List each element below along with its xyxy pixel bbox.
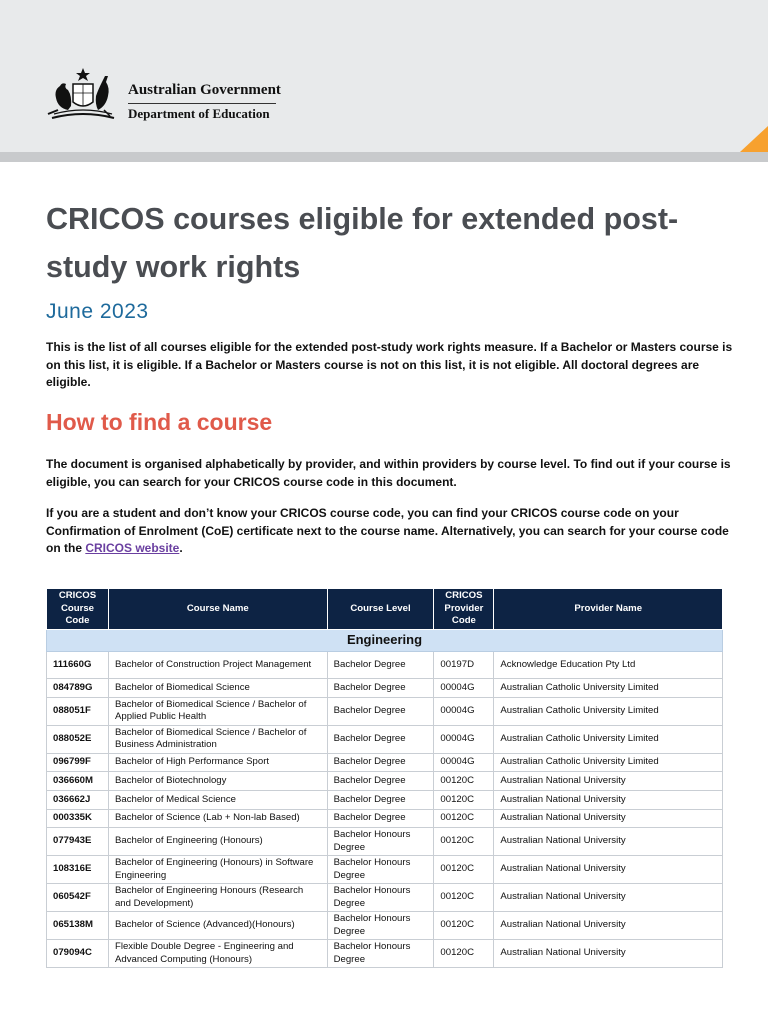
course-level: Bachelor Degree: [327, 790, 434, 809]
course-name: Bachelor of Engineering Honours (Research and Development): [108, 884, 327, 912]
page-header: [0, 0, 768, 152]
course-level: Bachelor Honours Degree: [327, 884, 434, 912]
courses-table: [46, 588, 723, 968]
government-name: Australian Government: [128, 82, 281, 98]
table-row: [47, 725, 723, 753]
course-name: Bachelor of Engineering (Honours) in Software Engineering: [108, 856, 327, 884]
group-row-engineering: [47, 630, 723, 652]
course-level: Bachelor Degree: [327, 725, 434, 753]
intro-paragraph: This is the list of all courses eligible for the extended post-study work rights measure. If a Bachelor or Masters course is on this list, it is eligible. If a Bachelor or Masters course is not on this list, it is not eligible. All doctoral degrees are eligible.: [46, 340, 733, 389]
course-code: 111660G: [47, 652, 109, 679]
provider-code: 00004G: [434, 679, 494, 698]
header-accent-corner: [740, 126, 768, 152]
document-date: June 2023: [46, 300, 149, 323]
page-title: CRICOS courses eligible for extended post-study work rights: [46, 202, 679, 284]
provider-name: Australian National University: [494, 884, 723, 912]
provider-name: Australian National University: [494, 772, 723, 791]
provider-code: 00120C: [434, 884, 494, 912]
provider-code: 00004G: [434, 725, 494, 753]
logo-divider: [128, 103, 276, 104]
header-course-level: Course Level: [327, 589, 434, 630]
course-level: Bachelor Degree: [327, 809, 434, 828]
provider-name: Australian National University: [494, 828, 723, 856]
course-name: Bachelor of Science (Lab + Non-lab Based): [108, 809, 327, 828]
provider-name: Australian Catholic University Limited: [494, 753, 723, 772]
course-level: Bachelor Honours Degree: [327, 912, 434, 940]
course-code: 088052E: [47, 725, 109, 753]
course-code: 108316E: [47, 856, 109, 884]
provider-code: 00120C: [434, 809, 494, 828]
course-level: Bachelor Honours Degree: [327, 828, 434, 856]
course-name: Bachelor of Construction Project Management: [108, 652, 327, 679]
course-name: Bachelor of Biomedical Science: [108, 679, 327, 698]
provider-name: Australian Catholic University Limited: [494, 725, 723, 753]
table-row: [47, 652, 723, 679]
provider-name: Australian Catholic University Limited: [494, 697, 723, 725]
header-course-name: Course Name: [108, 589, 327, 630]
course-code: 000335K: [47, 809, 109, 828]
header-course-code: CRICOS Course Code: [47, 589, 109, 630]
table-row: [47, 809, 723, 828]
how-to-paragraph-2-text: If you are a student and don’t know your CRICOS course code, you can find your CRICOS course code on your Confirmation of Enrolment (CoE) certificate next to the course name. Alternatively, you can search for your course code on the: [46, 506, 729, 555]
table-row: [47, 912, 723, 940]
course-level: Bachelor Honours Degree: [327, 940, 434, 968]
table-row: [47, 679, 723, 698]
provider-code: 00004G: [434, 753, 494, 772]
course-level: Bachelor Degree: [327, 679, 434, 698]
table-row: [47, 940, 723, 968]
course-name: Bachelor of Engineering (Honours): [108, 828, 327, 856]
provider-name: Australian National University: [494, 790, 723, 809]
how-to-paragraph-2-end: .: [179, 541, 183, 555]
provider-name: Australian National University: [494, 856, 723, 884]
department-name: Department of Education: [128, 106, 270, 121]
table-row: [47, 753, 723, 772]
how-to-paragraph-1: The document is organised alphabetically by provider, and within providers by course level. To find out if your course is eligible, you can search for your CRICOS course code in this document.: [46, 457, 731, 489]
how-to-paragraph-2: [46, 505, 736, 558]
table-row: [47, 697, 723, 725]
header-provider-code: CRICOS Provider Code: [434, 589, 494, 630]
course-name: Bachelor of Biotechnology: [108, 772, 327, 791]
course-code: 036662J: [47, 790, 109, 809]
table-row: [47, 828, 723, 856]
course-level: Bachelor Degree: [327, 652, 434, 679]
course-code: 060542F: [47, 884, 109, 912]
provider-code: 00120C: [434, 856, 494, 884]
table-row: [47, 772, 723, 791]
provider-code: 00120C: [434, 790, 494, 809]
course-name: Bachelor of Biomedical Science / Bachelor of Business Administration: [108, 725, 327, 753]
course-level: Bachelor Degree: [327, 753, 434, 772]
table-row: [47, 790, 723, 809]
course-name: Bachelor of Biomedical Science / Bachelor of Applied Public Health: [108, 697, 327, 725]
course-name: Flexible Double Degree - Engineering and Advanced Computing (Honours): [108, 940, 327, 968]
provider-code: 00120C: [434, 772, 494, 791]
table-row: [47, 856, 723, 884]
government-logo: [44, 66, 284, 122]
course-code: 065138M: [47, 912, 109, 940]
provider-name: Australian National University: [494, 940, 723, 968]
course-name: Bachelor of Science (Advanced)(Honours): [108, 912, 327, 940]
provider-code: 00120C: [434, 940, 494, 968]
table-row: [47, 884, 723, 912]
provider-code: 00004G: [434, 697, 494, 725]
course-code: 079094C: [47, 940, 109, 968]
course-level: Bachelor Degree: [327, 697, 434, 725]
course-name: Bachelor of Medical Science: [108, 790, 327, 809]
course-code: 077943E: [47, 828, 109, 856]
course-level: Bachelor Honours Degree: [327, 856, 434, 884]
course-code: 084789G: [47, 679, 109, 698]
table-header-row: [47, 589, 723, 630]
provider-name: Australian National University: [494, 912, 723, 940]
provider-code: 00120C: [434, 828, 494, 856]
course-code: 088051F: [47, 697, 109, 725]
coat-of-arms-icon: [44, 66, 122, 122]
provider-name: Australian National University: [494, 809, 723, 828]
cricos-website-link[interactable]: CRICOS website: [85, 541, 180, 555]
course-code: 036660M: [47, 772, 109, 791]
group-label: Engineering: [47, 630, 723, 652]
course-code: 096799F: [47, 753, 109, 772]
provider-code: 00197D: [434, 652, 494, 679]
how-to-find-heading: How to find a course: [46, 409, 273, 435]
header-divider-bar: [0, 152, 768, 162]
header-provider-name: Provider Name: [494, 589, 723, 630]
provider-name: Australian Catholic University Limited: [494, 679, 723, 698]
provider-name: Acknowledge Education Pty Ltd: [494, 652, 723, 679]
provider-code: 00120C: [434, 912, 494, 940]
course-name: Bachelor of High Performance Sport: [108, 753, 327, 772]
course-level: Bachelor Degree: [327, 772, 434, 791]
